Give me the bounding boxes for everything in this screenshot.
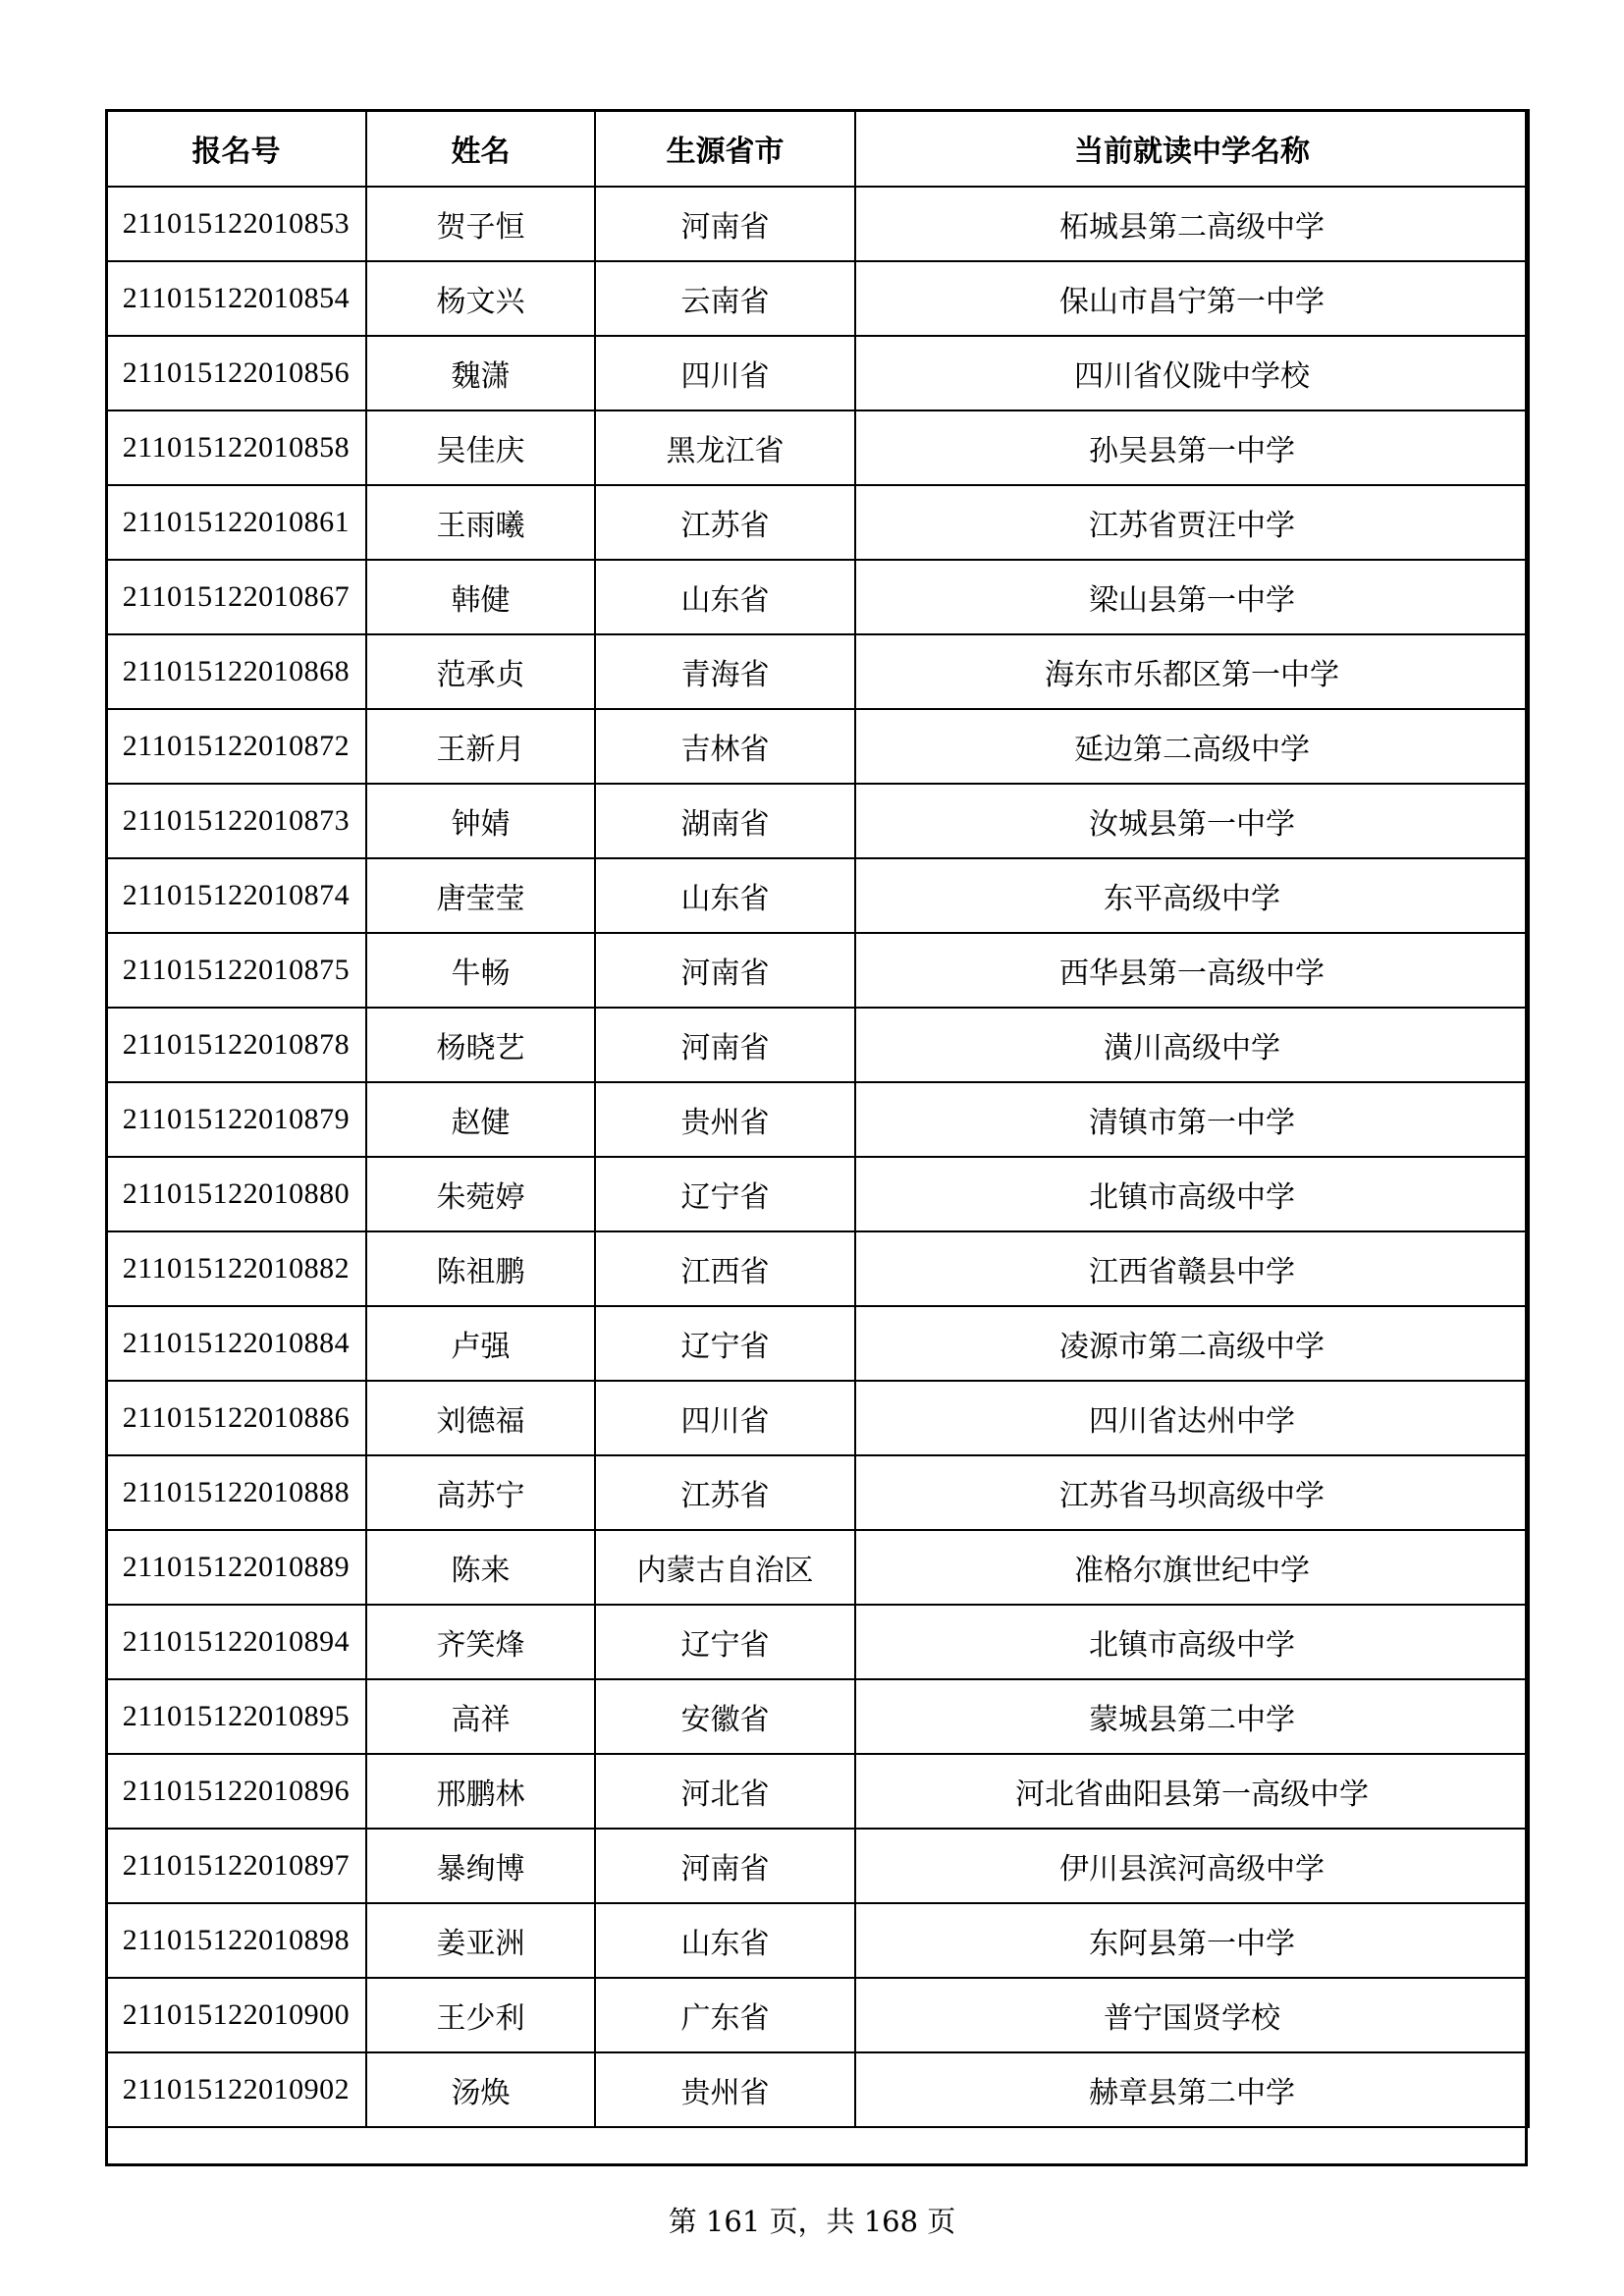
cell-province: 安徽省 xyxy=(595,1679,855,1754)
cell-province: 辽宁省 xyxy=(595,1306,855,1381)
cell-province: 河南省 xyxy=(595,1008,855,1082)
cell-school: 保山市昌宁第一中学 xyxy=(855,261,1529,336)
cell-province: 山东省 xyxy=(595,1903,855,1978)
cell-province: 贵州省 xyxy=(595,1082,855,1157)
cell-name: 范承贞 xyxy=(366,634,595,709)
table-row xyxy=(106,1530,1529,1605)
header-registration-number: 报名号 xyxy=(106,110,366,187)
cell-school: 北镇市高级中学 xyxy=(855,1157,1529,1231)
cell-province: 江西省 xyxy=(595,1231,855,1306)
table-row xyxy=(106,187,1529,261)
admission-list-table xyxy=(105,109,1530,2128)
cell-registration-number: 211015122010895 xyxy=(106,1679,366,1754)
cell-province: 辽宁省 xyxy=(595,1605,855,1679)
cell-school: 河北省曲阳县第一高级中学 xyxy=(855,1754,1529,1829)
table-row xyxy=(106,2052,1529,2127)
cell-province: 贵州省 xyxy=(595,2052,855,2127)
table-row xyxy=(106,1455,1529,1530)
cell-registration-number: 211015122010897 xyxy=(106,1829,366,1903)
header-name: 姓名 xyxy=(366,110,595,187)
cell-registration-number: 211015122010874 xyxy=(106,858,366,933)
table-row xyxy=(106,1679,1529,1754)
cell-registration-number: 211015122010900 xyxy=(106,1978,366,2052)
cell-name: 邢鹏林 xyxy=(366,1754,595,1829)
cell-school: 江西省赣县中学 xyxy=(855,1231,1529,1306)
cell-name: 王少利 xyxy=(366,1978,595,2052)
table-row xyxy=(106,858,1529,933)
cell-name: 贺子恒 xyxy=(366,187,595,261)
cell-registration-number: 211015122010894 xyxy=(106,1605,366,1679)
cell-school: 东阿县第一中学 xyxy=(855,1903,1529,1978)
cell-school: 潢川高级中学 xyxy=(855,1008,1529,1082)
cell-registration-number: 211015122010884 xyxy=(106,1306,366,1381)
cell-province: 山东省 xyxy=(595,560,855,634)
table-row xyxy=(106,1978,1529,2052)
cell-name: 杨文兴 xyxy=(366,261,595,336)
table-row xyxy=(106,1829,1529,1903)
cell-registration-number: 211015122010875 xyxy=(106,933,366,1008)
cell-school: 梁山县第一中学 xyxy=(855,560,1529,634)
cell-name: 王新月 xyxy=(366,709,595,784)
cell-registration-number: 211015122010889 xyxy=(106,1530,366,1605)
table-row xyxy=(106,784,1529,858)
table-row xyxy=(106,1231,1529,1306)
cell-registration-number: 211015122010880 xyxy=(106,1157,366,1231)
cell-name: 杨晓艺 xyxy=(366,1008,595,1082)
cell-school: 孙吴县第一中学 xyxy=(855,410,1529,485)
cell-name: 唐莹莹 xyxy=(366,858,595,933)
table-header-row xyxy=(106,110,1529,187)
cell-school: 柘城县第二高级中学 xyxy=(855,187,1529,261)
cell-name: 韩健 xyxy=(366,560,595,634)
cell-name: 赵健 xyxy=(366,1082,595,1157)
cell-name: 钟婧 xyxy=(366,784,595,858)
cell-province: 河南省 xyxy=(595,187,855,261)
cell-province: 吉林省 xyxy=(595,709,855,784)
cell-name: 齐笑烽 xyxy=(366,1605,595,1679)
table-row xyxy=(106,634,1529,709)
cell-school: 北镇市高级中学 xyxy=(855,1605,1529,1679)
cell-school: 伊川县滨河高级中学 xyxy=(855,1829,1529,1903)
cell-school: 凌源市第二高级中学 xyxy=(855,1306,1529,1381)
table-row xyxy=(106,1157,1529,1231)
cell-registration-number: 211015122010872 xyxy=(106,709,366,784)
cell-registration-number: 211015122010879 xyxy=(106,1082,366,1157)
cell-school: 准格尔旗世纪中学 xyxy=(855,1530,1529,1605)
table-body xyxy=(106,187,1529,2127)
cell-registration-number: 211015122010853 xyxy=(106,187,366,261)
cell-province: 河南省 xyxy=(595,933,855,1008)
cell-school: 延边第二高级中学 xyxy=(855,709,1529,784)
cell-registration-number: 211015122010896 xyxy=(106,1754,366,1829)
table-row xyxy=(106,336,1529,410)
cell-province: 广东省 xyxy=(595,1978,855,2052)
header-province: 生源省市 xyxy=(595,110,855,187)
cell-registration-number: 211015122010882 xyxy=(106,1231,366,1306)
cell-province: 四川省 xyxy=(595,1381,855,1455)
cell-registration-number: 211015122010898 xyxy=(106,1903,366,1978)
cell-registration-number: 211015122010902 xyxy=(106,2052,366,2127)
cell-name: 王雨曦 xyxy=(366,485,595,560)
cell-province: 江苏省 xyxy=(595,1455,855,1530)
cell-province: 黑龙江省 xyxy=(595,410,855,485)
table-row xyxy=(106,485,1529,560)
cell-registration-number: 211015122010868 xyxy=(106,634,366,709)
cell-name: 刘德福 xyxy=(366,1381,595,1455)
table-row xyxy=(106,1754,1529,1829)
table-row xyxy=(106,1903,1529,1978)
table-row xyxy=(106,933,1529,1008)
cell-school: 海东市乐都区第一中学 xyxy=(855,634,1529,709)
table-row xyxy=(106,1306,1529,1381)
cell-registration-number: 211015122010854 xyxy=(106,261,366,336)
cell-registration-number: 211015122010861 xyxy=(106,485,366,560)
cell-province: 内蒙古自治区 xyxy=(595,1530,855,1605)
table-row xyxy=(106,1082,1529,1157)
page-footer: 第 161 页，共 168 页 xyxy=(668,2205,956,2238)
table-row xyxy=(106,709,1529,784)
cell-registration-number: 211015122010873 xyxy=(106,784,366,858)
cell-name: 魏潇 xyxy=(366,336,595,410)
cell-name: 卢强 xyxy=(366,1306,595,1381)
cell-school: 汝城县第一中学 xyxy=(855,784,1529,858)
cell-school: 赫章县第二中学 xyxy=(855,2052,1529,2127)
cell-registration-number: 211015122010888 xyxy=(106,1455,366,1530)
cell-school: 江苏省马坝高级中学 xyxy=(855,1455,1529,1530)
cell-school: 江苏省贾汪中学 xyxy=(855,485,1529,560)
cell-province: 四川省 xyxy=(595,336,855,410)
table-row xyxy=(106,560,1529,634)
cell-province: 河南省 xyxy=(595,1829,855,1903)
cell-registration-number: 211015122010856 xyxy=(106,336,366,410)
cell-province: 江苏省 xyxy=(595,485,855,560)
cell-school: 蒙城县第二中学 xyxy=(855,1679,1529,1754)
cell-name: 汤焕 xyxy=(366,2052,595,2127)
cell-name: 朱菀婷 xyxy=(366,1157,595,1231)
cell-province: 湖南省 xyxy=(595,784,855,858)
cell-school: 东平高级中学 xyxy=(855,858,1529,933)
cell-school: 四川省仪陇中学校 xyxy=(855,336,1529,410)
cell-registration-number: 211015122010858 xyxy=(106,410,366,485)
cell-registration-number: 211015122010886 xyxy=(106,1381,366,1455)
header-school: 当前就读中学名称 xyxy=(855,110,1529,187)
cell-province: 青海省 xyxy=(595,634,855,709)
cell-registration-number: 211015122010867 xyxy=(106,560,366,634)
cell-name: 陈来 xyxy=(366,1530,595,1605)
table-row xyxy=(106,1008,1529,1082)
cell-registration-number: 211015122010878 xyxy=(106,1008,366,1082)
cell-name: 暴绚博 xyxy=(366,1829,595,1903)
cell-name: 牛畅 xyxy=(366,933,595,1008)
table-row xyxy=(106,410,1529,485)
cell-school: 西华县第一高级中学 xyxy=(855,933,1529,1008)
cell-province: 辽宁省 xyxy=(595,1157,855,1231)
table-row xyxy=(106,261,1529,336)
cell-school: 四川省达州中学 xyxy=(855,1381,1529,1455)
cell-school: 普宁国贤学校 xyxy=(855,1978,1529,2052)
cell-name: 高祥 xyxy=(366,1679,595,1754)
cell-province: 山东省 xyxy=(595,858,855,933)
cell-name: 吴佳庆 xyxy=(366,410,595,485)
cell-name: 高苏宁 xyxy=(366,1455,595,1530)
table-row xyxy=(106,1605,1529,1679)
table-row xyxy=(106,1381,1529,1455)
cell-name: 姜亚洲 xyxy=(366,1903,595,1978)
cell-name: 陈祖鹏 xyxy=(366,1231,595,1306)
cell-province: 云南省 xyxy=(595,261,855,336)
cell-school: 清镇市第一中学 xyxy=(855,1082,1529,1157)
cell-province: 河北省 xyxy=(595,1754,855,1829)
